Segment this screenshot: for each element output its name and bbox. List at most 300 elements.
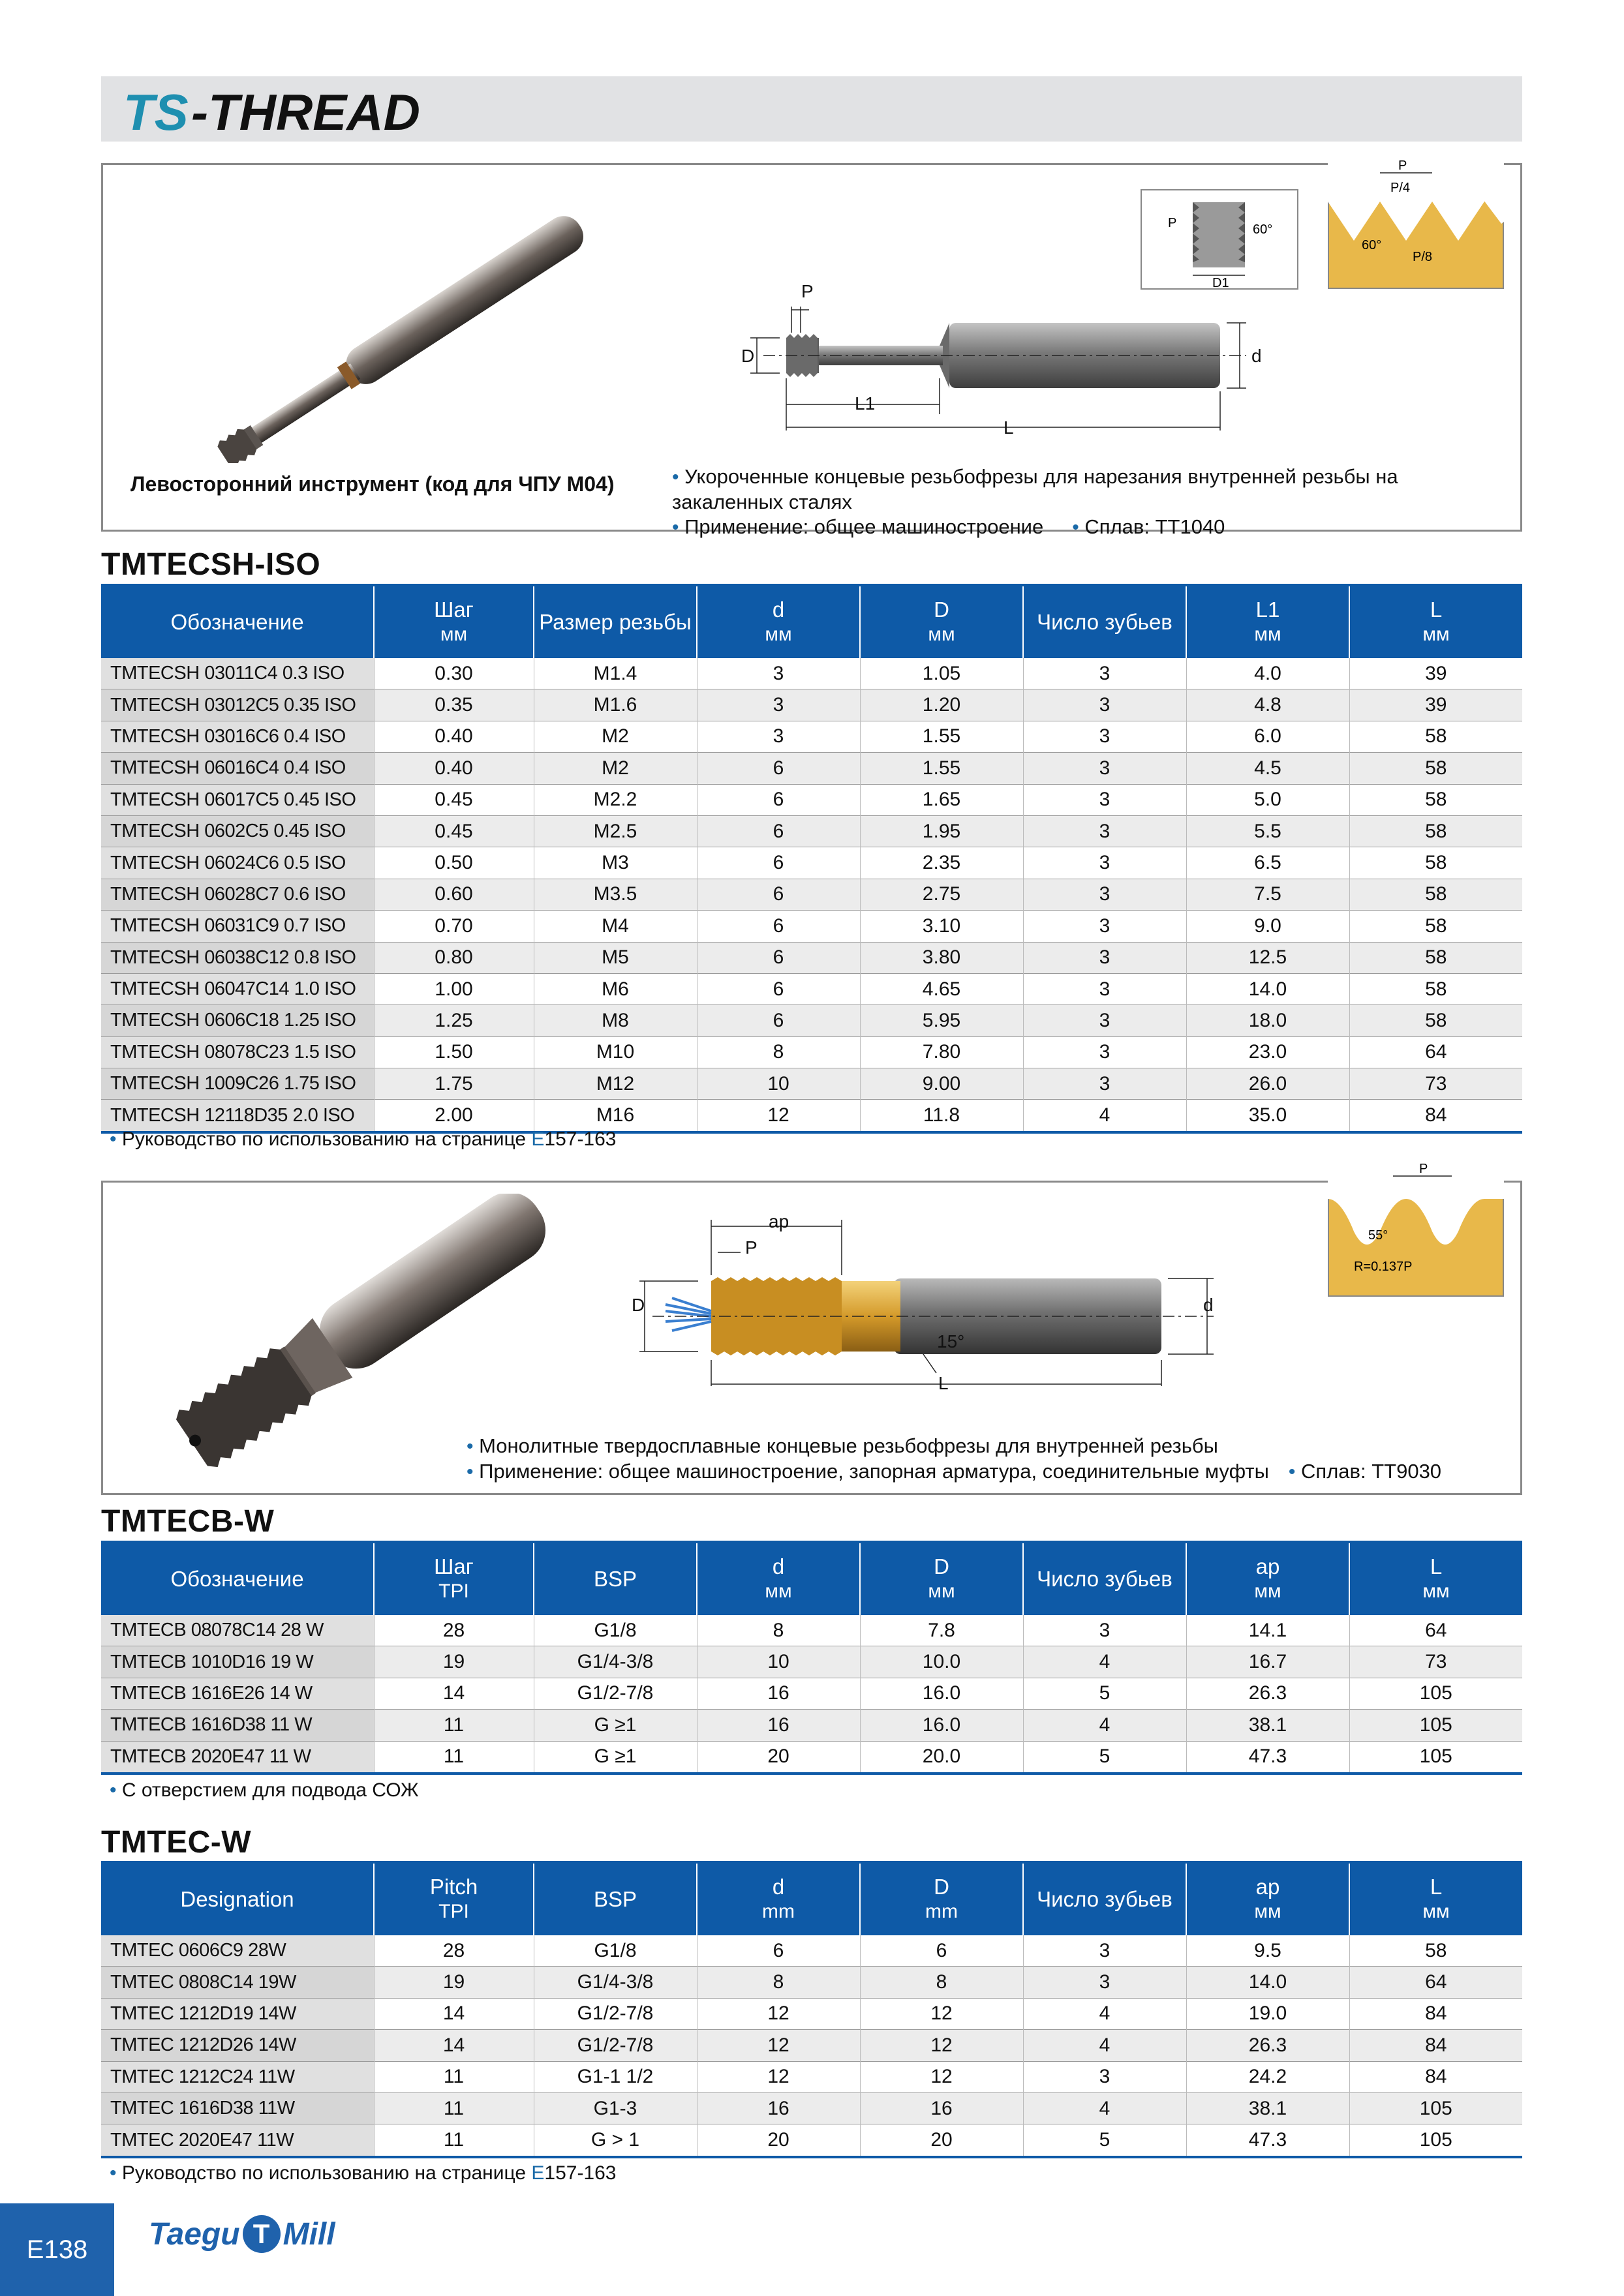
- table-row: [101, 973, 1522, 1004]
- panel2-bullets: [467, 1434, 1517, 1485]
- table-cell: M12: [534, 1068, 697, 1100]
- table-cell: G1/4-3/8: [534, 1967, 697, 1998]
- table-cell: 9.00: [860, 1068, 1023, 1100]
- column-header: [1349, 585, 1522, 658]
- table-row: [101, 1935, 1522, 1967]
- table-cell: 3: [1023, 658, 1186, 689]
- table-tmtec-w: [101, 1861, 1522, 2158]
- table-cell: G1/2-7/8: [534, 1998, 697, 2029]
- designation-cell: TMTECSH 03011C4 0.3 ISO: [101, 658, 374, 689]
- table-row: [101, 1615, 1522, 1646]
- table-cell: 14.0: [1186, 973, 1349, 1004]
- table1-note-link[interactable]: E: [531, 1128, 545, 1150]
- table-cell: 10.0: [860, 1646, 1023, 1678]
- designation-cell: TMTEC 1212C24 11W: [101, 2061, 374, 2092]
- table-row: [101, 2124, 1522, 2157]
- table-cell: 58: [1349, 942, 1522, 973]
- table-cell: 58: [1425, 789, 1447, 811]
- designation-cell: TMTECSH 12118D35 2.0 ISO: [101, 1100, 374, 1132]
- column-header: [1023, 585, 1186, 658]
- table-cell: 20: [697, 1741, 860, 1774]
- table-cell: 105: [1349, 2092, 1522, 2124]
- table-cell: 84: [1425, 1104, 1447, 1126]
- column-header-unit: мм: [765, 624, 792, 645]
- taegutec-logo: [149, 2211, 335, 2257]
- table-row: [101, 1741, 1522, 1774]
- table-cell: 11: [374, 1741, 534, 1774]
- table1-note: • Руководство по использованию на странице E157-163: [110, 1128, 617, 1150]
- panel2-bullet-2: • Применение: общее машиностроение, запорная арматура, соединительные муфты • Сплав: TT9030: [467, 1460, 1442, 1483]
- table-cell: 6: [860, 1935, 1023, 1967]
- table-row: [101, 2061, 1522, 2092]
- tool-photo-tmtecsh: [176, 215, 633, 463]
- table-cell: 58: [1349, 753, 1522, 784]
- column-header-unit: мм: [1422, 1580, 1450, 1602]
- designation-cell: TMTECSH 0602C5 0.45 ISO: [101, 815, 374, 847]
- table-cell: 3: [1023, 973, 1186, 1004]
- column-header: [1186, 585, 1349, 658]
- column-header-label: Designation: [180, 1887, 294, 1911]
- table-cell: 28: [374, 1935, 534, 1967]
- table-cell: 105: [1419, 1745, 1452, 1768]
- panel1-bullet-2: • Применение: общее машиностроение • Сплав: TT1040: [672, 515, 1225, 538]
- column-header-unit: мм: [440, 624, 468, 645]
- table-cell: M1.4: [534, 658, 697, 689]
- column-header: [374, 1542, 534, 1615]
- table-cell: 1.55: [860, 753, 1023, 784]
- table-cell: 3.80: [860, 942, 1023, 973]
- designation-cell: TMTECSH 06031C9 0.7 ISO: [101, 911, 374, 942]
- column-header-label: L: [1430, 1875, 1443, 1899]
- table-cell: M4: [534, 911, 697, 942]
- column-header-unit: мм: [1254, 1580, 1281, 1602]
- table-cell: 19: [374, 1646, 534, 1678]
- table-cell: 16.0: [860, 1678, 1023, 1709]
- designation-cell: TMTECSH 1009C26 1.75 ISO: [101, 1068, 374, 1100]
- table-cell: M2: [534, 721, 697, 752]
- dim-P-label: P: [801, 281, 814, 301]
- profile-P8-label: P/8: [1413, 250, 1433, 264]
- column-header: [1023, 1862, 1186, 1935]
- table-cell: 14: [374, 1678, 534, 1709]
- table-cell: 6: [697, 1935, 860, 1967]
- table-cell: 0.35: [374, 689, 534, 721]
- table3-title: TMTEC-W: [101, 1825, 252, 1860]
- table-cell: 10: [697, 1646, 860, 1678]
- table-cell: 18.0: [1186, 1005, 1349, 1036]
- table-cell: 47.3: [1186, 1741, 1349, 1774]
- table-cell: 0.45: [374, 815, 534, 847]
- table-cell: G1/8: [534, 1615, 697, 1646]
- column-header: [697, 1542, 860, 1615]
- designation-cell: TMTECSH 06017C5 0.45 ISO: [101, 784, 374, 815]
- table-cell: 0.40: [374, 753, 534, 784]
- table-cell: 5.5: [1186, 815, 1349, 847]
- table3-note-text: Руководство по использованию на странице: [121, 2162, 532, 2184]
- table-cell: 6: [697, 879, 860, 910]
- table-cell: 11: [374, 2092, 534, 2124]
- column-header-label: L1: [1255, 597, 1280, 622]
- table-row: [101, 721, 1522, 752]
- logo-thread: -THREAD: [191, 83, 420, 140]
- panel2-bullet-1-text: Монолитные твердосплавные концевые резьбофрезы для внутренней резьбы: [479, 1434, 1218, 1457]
- table-cell: 23.0: [1186, 1036, 1349, 1068]
- column-header-label: d: [772, 597, 785, 622]
- table-row: [101, 847, 1522, 879]
- table-row: [101, 2030, 1522, 2061]
- column-header: [1186, 1862, 1349, 1935]
- table-cell: 0.60: [374, 879, 534, 910]
- table-cell: 1.05: [860, 658, 1023, 689]
- tool-photo-tmtecb: [117, 1194, 587, 1468]
- table-cell: M8: [534, 1005, 697, 1036]
- column-header-label: Число зубьев: [1037, 610, 1172, 634]
- column-header-unit: мм: [765, 1580, 792, 1602]
- column-header-label: Шаг: [434, 1554, 474, 1578]
- table-cell: 19.0: [1186, 1998, 1349, 2029]
- column-header-label: Размер резьбы: [539, 610, 692, 634]
- table-cell: 10: [697, 1068, 860, 1100]
- column-header-unit: мм: [1422, 1901, 1450, 1922]
- table2-header-row: [101, 1542, 1522, 1615]
- designation-cell: TMTECSH 06038C12 0.8 ISO: [101, 942, 374, 973]
- table-cell: 3: [697, 689, 860, 721]
- designation-cell: TMTECSH 06024C6 0.5 ISO: [101, 847, 374, 879]
- designation-cell: TMTECSH 06047C14 1.0 ISO: [101, 973, 374, 1004]
- table-cell: G > 1: [534, 2124, 697, 2157]
- column-header-unit: мм: [1254, 624, 1281, 645]
- dim-angle15-label: 15°: [937, 1331, 965, 1352]
- table-row: [101, 879, 1522, 910]
- table-cell: 16: [697, 2092, 860, 2124]
- table-cell: 58: [1349, 815, 1522, 847]
- table-cell: 105: [1419, 2129, 1452, 2151]
- designation-cell: TMTECSH 06016C4 0.4 ISO: [101, 753, 374, 784]
- column-header: [374, 1862, 534, 1935]
- table-cell: 26.3: [1186, 2030, 1349, 2061]
- table-row: [101, 1967, 1522, 1998]
- thread-profile-60deg: [1328, 157, 1504, 289]
- column-header-label: L: [1430, 1554, 1443, 1578]
- column-header-label: Число зубьев: [1037, 1567, 1172, 1591]
- table-cell: 0.45: [374, 784, 534, 815]
- column-header: [534, 1862, 697, 1935]
- table-cell: 0.30: [374, 658, 534, 689]
- table-cell: 14: [374, 1998, 534, 2029]
- table-cell: 39: [1425, 662, 1447, 684]
- table-cell: 3.10: [860, 911, 1023, 942]
- column-header-label: Pitch: [429, 1875, 478, 1899]
- column-header-label: D: [934, 1554, 949, 1578]
- column-header-unit: TPI: [438, 1580, 469, 1602]
- column-header: [1023, 1542, 1186, 1615]
- column-header-unit: mm: [762, 1901, 795, 1922]
- column-header-label: BSP: [593, 1567, 637, 1591]
- column-header: [1186, 1542, 1349, 1615]
- column-header: [374, 585, 534, 658]
- column-header-label: d: [772, 1875, 785, 1899]
- table-cell: M16: [534, 1100, 697, 1132]
- table-cell: 20.0: [860, 1741, 1023, 1774]
- table-row: [101, 658, 1522, 689]
- table-row: [101, 2092, 1522, 2124]
- designation-cell: TMTECSH 03016C6 0.4 ISO: [101, 721, 374, 752]
- table-cell: 26.0: [1186, 1068, 1349, 1100]
- table-cell: 0.50: [374, 847, 534, 879]
- dim-D-label: D: [741, 346, 755, 366]
- column-header: [101, 585, 374, 658]
- left-hand-caption: Левосторонний инструмент (код для ЧПУ М04): [130, 472, 615, 496]
- table-cell: 9.5: [1186, 1935, 1349, 1967]
- column-header-label: D: [934, 1875, 949, 1899]
- table-cell: G ≥1: [534, 1710, 697, 1741]
- table-cell: 12: [860, 2030, 1023, 2061]
- table-cell: 16.0: [860, 1710, 1023, 1741]
- table-cell: 7.80: [860, 1036, 1023, 1068]
- table-cell: 6.5: [1186, 847, 1349, 879]
- dim-P2-label: P: [745, 1237, 758, 1258]
- table-cell: 1.95: [860, 815, 1023, 847]
- designation-cell: TMTEC 0606C9 28W: [101, 1935, 374, 1967]
- table-cell: 3: [1023, 1036, 1186, 1068]
- table-cell: 1.65: [860, 784, 1023, 815]
- table-cell: 58: [1425, 1939, 1447, 1961]
- designation-cell: TMTEC 1616D38 11W: [101, 2092, 374, 2124]
- table-cell: 6: [697, 973, 860, 1004]
- table-cell: 6.0: [1186, 721, 1349, 752]
- table-cell: 12: [860, 1998, 1023, 2029]
- table-tmtecsh-iso: [101, 584, 1522, 1134]
- table-cell: 12: [697, 2030, 860, 2061]
- column-header: [534, 585, 697, 658]
- table-row: [101, 784, 1522, 815]
- table-cell: 2.35: [860, 847, 1023, 879]
- panel1-bullet-3-text: Сплав: TT1040: [1084, 515, 1225, 538]
- table-cell: 3: [1023, 911, 1186, 942]
- table-cell: 64: [1349, 1967, 1522, 1998]
- table-cell: 11: [374, 2124, 534, 2157]
- table-cell: 12: [697, 1998, 860, 2029]
- table-cell: G1/4-3/8: [534, 1646, 697, 1678]
- column-header-label: d: [772, 1554, 785, 1578]
- designation-cell: TMTECSH 08078C23 1.5 ISO: [101, 1036, 374, 1068]
- table-cell: G1-3: [534, 2092, 697, 2124]
- table-cell: 3: [1023, 1615, 1186, 1646]
- table-cell: 4.5: [1186, 753, 1349, 784]
- table-cell: 3: [1023, 1967, 1186, 1998]
- table-cell: M3.5: [534, 879, 697, 910]
- table1-note-text: Руководство по использованию на странице: [121, 1128, 532, 1150]
- table-cell: 1.20: [860, 689, 1023, 721]
- table-cell: 12.5: [1186, 942, 1349, 973]
- table-cell: 58: [1349, 1005, 1522, 1036]
- table-cell: 1.50: [374, 1036, 534, 1068]
- table-cell: 4: [1023, 1710, 1186, 1741]
- table2-title: TMTECB-W: [101, 1504, 275, 1539]
- column-header: [1349, 1542, 1522, 1615]
- table-cell: 64: [1425, 1041, 1447, 1063]
- table-cell: 0.80: [374, 942, 534, 973]
- column-header-unit: мм: [1422, 624, 1450, 645]
- table-cell: 11.8: [860, 1100, 1023, 1132]
- table-cell: 3: [1023, 1068, 1186, 1100]
- table-cell: 1.00: [374, 973, 534, 1004]
- table-tmtecb-w: [101, 1541, 1522, 1775]
- table-cell: 0.70: [374, 911, 534, 942]
- table-cell: G1/2-7/8: [534, 2030, 697, 2061]
- table-row: [101, 1646, 1522, 1678]
- table-cell: 38.1: [1186, 2092, 1349, 2124]
- designation-cell: TMTECB 2020E47 11 W: [101, 1741, 374, 1774]
- column-header-unit: мм: [928, 624, 955, 645]
- designation-cell: TMTEC 1212D19 14W: [101, 1998, 374, 2029]
- dim-L-label: L: [1004, 417, 1014, 437]
- table-cell: 16: [697, 1678, 860, 1709]
- brand-mark: T: [243, 2215, 281, 2253]
- table-cell: 14.1: [1186, 1615, 1349, 1646]
- dim-L2-label: L: [938, 1373, 949, 1393]
- table-cell: 3: [1023, 847, 1186, 879]
- table-cell: 3: [697, 721, 860, 752]
- brand-right: Mill: [283, 2216, 335, 2252]
- panel2-bullet-2-text: Применение: общее машиностроение, запорная арматура, соединительные муфты: [479, 1460, 1269, 1483]
- profile-P4-label: P/4: [1390, 181, 1411, 195]
- table3-note: • Руководство по использованию на странице E157-163: [110, 2162, 617, 2184]
- table-cell: 1.75: [374, 1068, 534, 1100]
- table-cell: 1.55: [860, 721, 1023, 752]
- section-angle-label: 60°: [1253, 222, 1273, 237]
- table-cell: 20: [860, 2124, 1023, 2157]
- column-header-label: BSP: [593, 1887, 637, 1911]
- table3-note-link[interactable]: E: [531, 2162, 545, 2184]
- table-cell: G ≥1: [534, 1741, 697, 1774]
- table-cell: 4.65: [860, 973, 1023, 1004]
- table-cell: 6: [697, 911, 860, 942]
- column-header: [697, 1862, 860, 1935]
- table-cell: 4: [1023, 1646, 1186, 1678]
- table-cell: 3: [697, 658, 860, 689]
- table-cell: 16: [697, 1710, 860, 1741]
- table-cell: 12: [697, 2061, 860, 2092]
- table-cell: 58: [1425, 914, 1447, 937]
- logo-ts: TS: [123, 83, 189, 140]
- table2-note-text: С отверстием для подвода СОЖ: [121, 1779, 419, 1801]
- column-header-unit: mm: [925, 1901, 958, 1922]
- table-row: [101, 753, 1522, 784]
- table3-note-pages: 157-163: [544, 2162, 617, 2184]
- table-cell: 5.0: [1186, 784, 1349, 815]
- table-cell: 105: [1349, 1710, 1522, 1741]
- table-row: [101, 911, 1522, 942]
- designation-cell: TMTECB 08078C14 28 W: [101, 1615, 374, 1646]
- panel1-bullets: [672, 464, 1514, 540]
- table-cell: 5: [1023, 1678, 1186, 1709]
- dim-D2-label: D: [632, 1295, 645, 1315]
- table-cell: 4: [1023, 1100, 1186, 1132]
- table-cell: 105: [1419, 1682, 1452, 1704]
- profile2-P-label: P: [1419, 1162, 1428, 1176]
- tool-drawing-tmtecsh: [724, 280, 1298, 437]
- table-cell: 11: [374, 2061, 534, 2092]
- table-cell: M5: [534, 942, 697, 973]
- table-cell: 58: [1349, 879, 1522, 910]
- table-cell: 6: [697, 847, 860, 879]
- panel1-bullet-1-text: Укороченные концевые резьбофрезы для нарезания внутренней резьбы на закаленных сталях: [672, 465, 1398, 513]
- table1-note-pages: 157-163: [544, 1128, 617, 1150]
- thread-section-diagram: [1141, 189, 1298, 290]
- table-cell: G1/2-7/8: [534, 1678, 697, 1709]
- table-cell: M2.5: [534, 815, 697, 847]
- designation-cell: TMTECB 1010D16 19 W: [101, 1646, 374, 1678]
- designation-cell: TMTEC 0808C14 19W: [101, 1967, 374, 1998]
- column-header: [860, 1542, 1023, 1615]
- table-cell: 6: [697, 942, 860, 973]
- designation-cell: TMTECB 1616D38 11 W: [101, 1710, 374, 1741]
- designation-cell: TMTECB 1616E26 14 W: [101, 1678, 374, 1709]
- table-cell: 4.8: [1186, 689, 1349, 721]
- table-cell: 6: [697, 784, 860, 815]
- table-cell: M2.2: [534, 784, 697, 815]
- column-header: [101, 1862, 374, 1935]
- table-cell: M2: [534, 753, 697, 784]
- column-header-label: Обозначение: [170, 1567, 304, 1591]
- table-cell: 8: [697, 1615, 860, 1646]
- column-header: [860, 1862, 1023, 1935]
- column-header-label: ap: [1255, 1875, 1280, 1899]
- table2-note: • С отверстием для подвода СОЖ: [110, 1779, 419, 1801]
- table-cell: 47.3: [1186, 2124, 1349, 2157]
- table-cell: 8: [697, 1036, 860, 1068]
- table-cell: 3: [1023, 753, 1186, 784]
- table-cell: 3: [1023, 784, 1186, 815]
- designation-cell: TMTECSH 06028C7 0.6 ISO: [101, 879, 374, 910]
- page-number: E138: [0, 2203, 114, 2296]
- tool-drawing-tmtecb: [626, 1213, 1240, 1402]
- table-cell: 7.8: [860, 1615, 1023, 1646]
- table-cell: 2.00: [374, 1100, 534, 1132]
- table-cell: 3: [1023, 879, 1186, 910]
- table-cell: 12: [697, 1100, 860, 1132]
- table-cell: 4: [1023, 1998, 1186, 2029]
- table-cell: 3: [1023, 721, 1186, 752]
- table-cell: 5: [1023, 2124, 1186, 2157]
- table-cell: 58: [1425, 978, 1447, 1000]
- column-header: [101, 1542, 374, 1615]
- table-cell: 3: [1023, 815, 1186, 847]
- designation-cell: TMTEC 1212D26 14W: [101, 2030, 374, 2061]
- profile2-angle-label: 55°: [1368, 1228, 1388, 1243]
- designation-cell: TMTEC 2020E47 11W: [101, 2124, 374, 2157]
- profile-angle-label: 60°: [1362, 238, 1382, 252]
- table-cell: 14: [374, 2030, 534, 2061]
- table-cell: 38.1: [1186, 1710, 1349, 1741]
- designation-cell: TMTECSH 03012C5 0.35 ISO: [101, 689, 374, 721]
- brand-left: Taegu: [149, 2216, 240, 2252]
- table-row: [101, 1100, 1522, 1132]
- column-header-label: Шаг: [434, 597, 474, 622]
- column-header: [1349, 1862, 1522, 1935]
- table-cell: 4.0: [1186, 658, 1349, 689]
- table-cell: 3: [1023, 1005, 1186, 1036]
- dim-d-label: d: [1251, 346, 1262, 366]
- column-header: [860, 585, 1023, 658]
- column-header-unit: TPI: [438, 1901, 469, 1922]
- thread-profile-55deg: [1328, 1160, 1504, 1297]
- table-cell: 64: [1425, 1619, 1447, 1641]
- table-cell: 5: [1023, 1741, 1186, 1774]
- table-cell: 58: [1425, 725, 1447, 748]
- table-cell: G1-1 1/2: [534, 2061, 697, 2092]
